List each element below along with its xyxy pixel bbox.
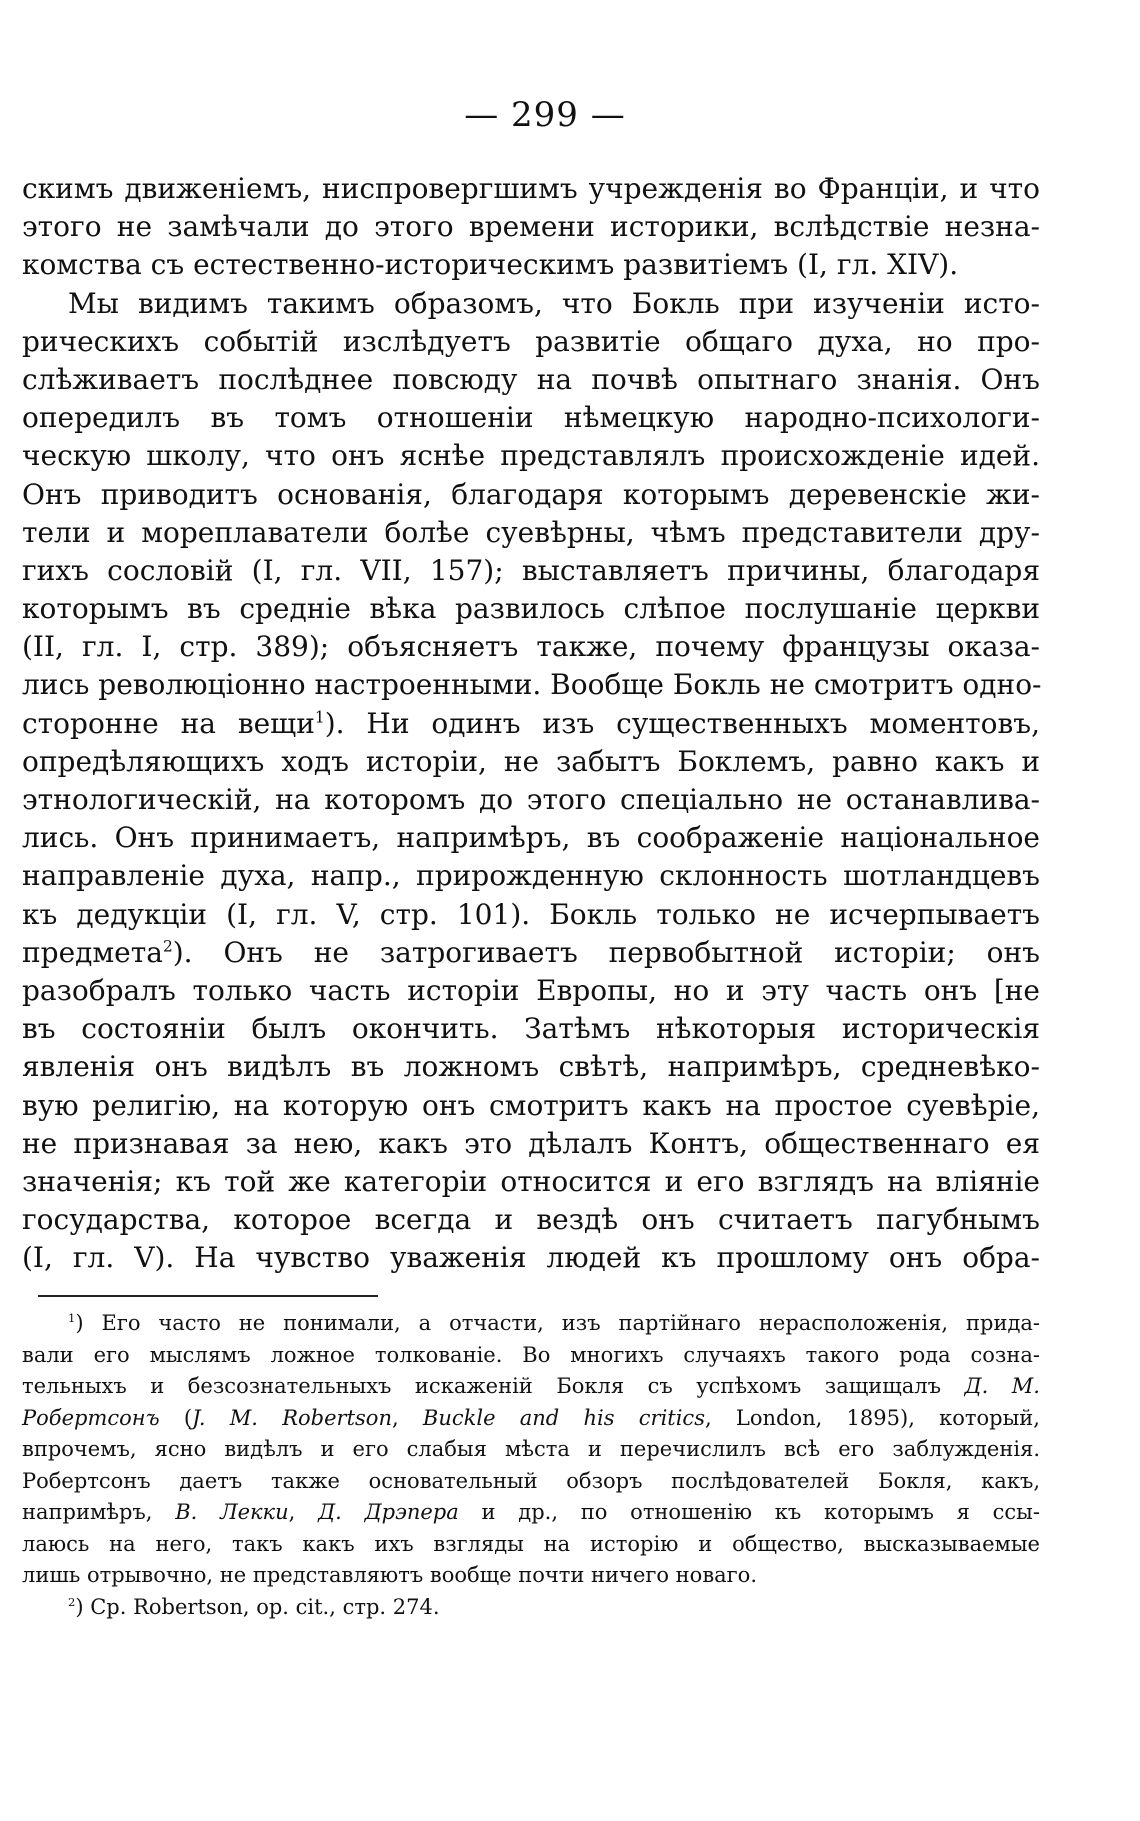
page-number: — 299 —	[464, 95, 626, 135]
text-line: гихъ сословiй (I, гл. VII, 157); выставляетъ причины, благодаря	[22, 553, 1040, 587]
footnote-line: лаюсь на него, такъ какъ ихъ взгляды на исторiю и общество, высказываемые	[22, 1531, 1040, 1556]
text-line: Онъ приводитъ основанiя, благодаря которымъ деревенскiе жи-	[22, 477, 1040, 511]
text-line: этого не замѣчали до этого времени историки, вслѣдствiе незна-	[22, 210, 1040, 244]
text-line: (II, гл. I, стр. 389); объясняетъ также, почему французы оказа-	[22, 630, 1040, 664]
text-line: опредѣляющихъ ходъ исторiи, не забытъ Боклемъ, равно какъ и	[22, 744, 1040, 778]
author-name-latin: J. M. Robertson	[192, 1405, 392, 1430]
text-line: значенiя; къ той же категорiи относится и его взглядъ на влiянiе	[22, 1164, 1040, 1198]
main-text	[22, 170, 1040, 1277]
footnote-line: Робертсонъ даетъ также основательный обзоръ послѣдователей Бокля, какъ,	[22, 1468, 1040, 1493]
text-line: явленiя онъ видѣлъ въ ложномъ свѣтѣ, напримѣръ, средневѣко-	[22, 1050, 1040, 1084]
text-line: опередилъ въ томъ отношенiи нѣмецкую народно-психологи-	[22, 401, 1040, 435]
text-line: лись революцiонно настроенными. Вообще Бокль не смотритъ одно-	[22, 668, 1042, 702]
footnote-line	[22, 1371, 1040, 1403]
footnote-line: $^1$) Его часто не понимали, а отчасти, изъ партiйнаго нерасположенiя, прида-	[68, 1311, 1040, 1335]
footnote-ref-2[interactable]: 2	[162, 937, 173, 956]
text-line: комства съ естественно-историческимъ развитiемъ (I, гл. XIV).	[22, 248, 959, 282]
text-line: слѣживаетъ послѣднее повсюду на почвѣ опытнаго знанiя. Онъ	[22, 362, 1040, 396]
text-line: лись. Онъ принимаетъ, напримѣръ, въ соображенiе нацiональное	[22, 821, 1040, 855]
footnote-line: впрочемъ, ясно видѣлъ и его слабыя мѣста и перечислилъ всѣ его заблужденiя.	[22, 1437, 1040, 1461]
text-line: этнологическiй, на которомъ до этого спецiально не останавлива-	[22, 783, 1040, 816]
text-fragment: сторонне на вещи	[22, 706, 315, 740]
footnote-text: , London, 1895), который,	[704, 1405, 1040, 1430]
footnote-line: вали его мыслямъ ложное толкованiе. Во многихъ случаяхъ такого рода созна-	[22, 1342, 1040, 1367]
text-line: ческую школу, что онъ яснѣе представлялъ происхожденiе идей.	[22, 439, 1040, 473]
text-line: скимъ движенiемъ, ниспровергшимъ учрежденiя во Францiи, и что	[22, 172, 1040, 205]
text-line: которымъ въ среднiе вѣка развилось слѣпое послушанiе церкви	[22, 592, 1040, 626]
text-line: рическихъ событiй изслѣдуетъ развитiе общаго духа, но про-	[22, 324, 1040, 358]
author-name: В. Лекки	[175, 1500, 289, 1524]
text-line: (I, гл. V). На чувство уваженiя людей къ прошлому онъ обра-	[22, 1241, 1040, 1275]
footnote-divider	[38, 1295, 378, 1297]
text-line	[22, 705, 1040, 743]
footnote-text: тельныхъ и безсознательныхъ искаженiй Бокля съ успѣхомъ защищалъ	[22, 1374, 941, 1398]
author-name: Д. Дрэпера	[318, 1500, 459, 1524]
footnote-line	[22, 1403, 1040, 1435]
footnote-mark-2: 2	[68, 1594, 76, 1609]
footnote-line: лишь отрывочно, не представляютъ вообще почти ничего новаго.	[22, 1563, 757, 1587]
text-fragment: ). Ни одинъ изъ существенныхъ моментовъ,	[324, 706, 1041, 740]
text-fragment: ). Онъ не затрогиваетъ первобытной исторiи; онъ	[172, 935, 1040, 969]
text-line: въ состоянiи былъ окончить. Затѣмъ нѣкоторыя историческiя	[22, 1012, 1040, 1046]
footnote-text: Его часто не понимали, а отчасти, изъ партiйнаго нерасположенiя, прида-	[101, 1311, 1040, 1335]
text-line: не признавая за нею, какъ это дѣлалъ Контъ, общественнаго ея	[22, 1126, 1040, 1160]
text-line: государства, которое всегда и вездѣ онъ считаетъ пагубнымъ	[22, 1203, 1040, 1237]
text-line: тели и мореплаватели болѣе суевѣрны, чѣмъ представители дру-	[22, 515, 1040, 549]
text-line: къ дедукцiи (I, гл. V, стр. 101). Бокль только не исчерпываетъ	[22, 897, 1040, 931]
text-fragment: предмета	[22, 935, 163, 969]
author-name: Д. М.	[964, 1374, 1040, 1398]
footnote-text: (	[183, 1405, 193, 1430]
footnote-text: ,	[391, 1405, 399, 1430]
footnote-mark-1: 1	[68, 1311, 76, 1325]
footnote-text: и др., по отношенiю къ которымъ я ссы-	[481, 1500, 1040, 1524]
footnote-text: напримѣръ,	[22, 1500, 153, 1524]
book-title: Buckle and his critics	[422, 1405, 705, 1430]
footnote-line	[22, 1497, 1040, 1529]
text-line	[22, 934, 1040, 972]
footnote-text: ,	[288, 1500, 296, 1524]
footnote-text: Ср. Robertson, op. cit., стр. 274.	[90, 1594, 440, 1619]
footnotes	[22, 1308, 1040, 1623]
text-line: направленiе духа, напр., прирожденную склонность шотландцевъ	[22, 859, 1040, 893]
footnote-ref-1[interactable]: 1	[314, 708, 325, 727]
text-line: Мы видимъ такимъ образомъ, что Бокль при изученiи исто-	[68, 286, 1040, 320]
author-name: Робертсонъ	[22, 1405, 160, 1430]
text-line: разобралъ только часть исторiи Европы, но и эту часть онъ [не	[22, 973, 1040, 1007]
text-line: вую религiю, на которую онъ смотритъ какъ на простое суевѣрiе,	[22, 1088, 1040, 1122]
footnote-line: $^2$) Ср. Robertson, op. cit., стр. 274.	[68, 1594, 440, 1619]
